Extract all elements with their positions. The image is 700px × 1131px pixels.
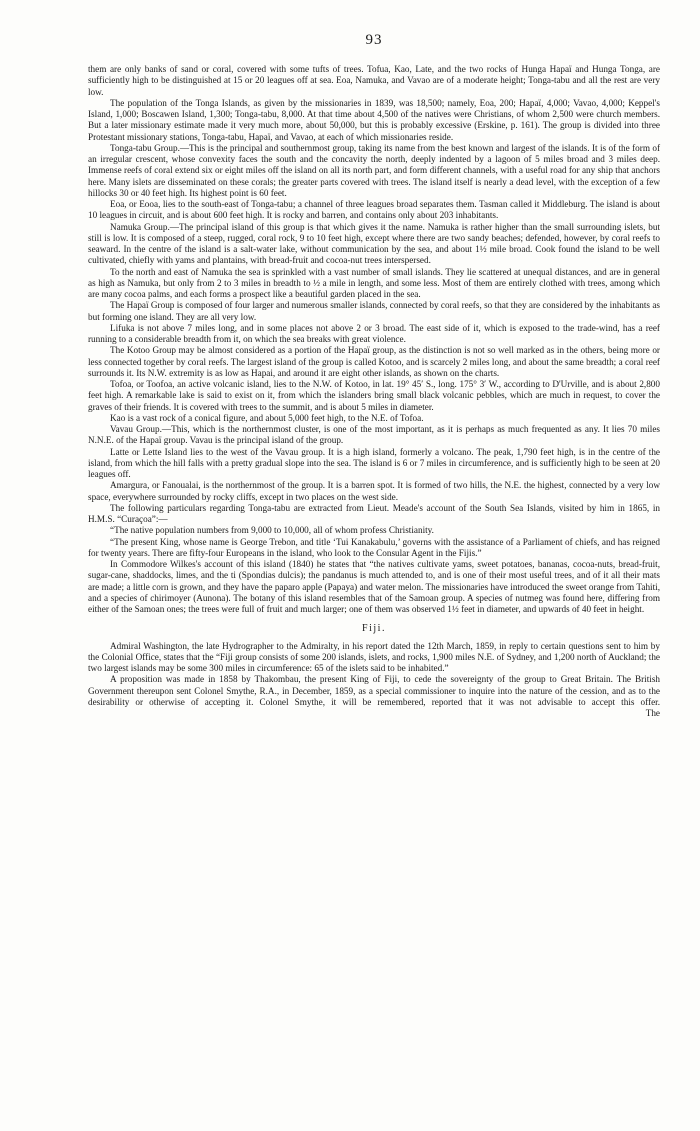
- body-text: [88, 64, 660, 708]
- paragraph-fiji-washington: Admiral Washington, the late Hydrographer to the Admiralty, in his report dated the 12th March, 1859, in reply to certain questions sent to him by the Colonial Office, states that the “Fiji group consists of some 200 islands, islets, and rocks, 1,900 miles N.E. of Sydney, and 1,200 north of Auckland; the two largest islands may be some 300 miles in circumference: 65 of the islets said to be inhabited.”: [88, 640, 660, 673]
- section-heading-fiji: Fiji.: [362, 623, 386, 635]
- paragraph-kotoo-group: The Kotoo Group may be almost considered as a portion of the Hapaï group, as the distinction is not so well marked as in the others, being more or less connected together by coral reefs. The largest island of the group is called Kotoo, and is scarcely 2 miles long, and about the same breadth; a coral reef surrounds it. Its N.W. extremity is as low as Hapai, and around it are eight other islands, as shown on the charts.: [88, 345, 660, 378]
- paragraph-population: The population of the Tonga Islands, as given by the missionaries in 1839, was 18,500; namely, Eoa, 200; Hapaï, 4,000; Vavao, 4,000; Keppel's Island, 1,000; Boscawen Island, 1,300; Tonga-tabu, 8,000. At that time about 4,500 of the natives were Christians, of whom 2,500 were church members. But a later missionary estimate made it very much more, about 50,000, but this is probably excessive (Erskine, p. 161). The group is divided into three Protestant missionary stations, Tonga-tabu, Hapaï, and Vavao, at each of which missionaries reside.: [88, 97, 660, 142]
- paragraph-lifuka: Lifuka is not above 7 miles long, and in some places not above 2 or 3 broad. The east side of it, which is exposed to the trade-wind, has a reef running to a considerable breadth from it, on which the sea breaks with great violence.: [88, 322, 660, 344]
- paragraph-kao: Kao is a vast rock of a conical figure, and about 5,000 feet high, to the N.E. of Tofoa.: [110, 412, 424, 423]
- paragraph-vavau-group: Vavau Group.—This, which is the northernmost cluster, is one of the most important, as it is perhaps as much frequented as any. It lies 70 miles N.N.E. of the Hapaï group. Vavau is the principal island of the group.: [88, 424, 660, 446]
- catchword: The: [645, 708, 660, 718]
- paragraph-tonga-tabu-group: Tonga-tabu Group.—This is the principal and southernmost group, taking its name from the best known and largest of the islands. It is of the form of an irregular crescent, whose convexity faces the south and the concavity the north, deeply indented by a lagoon of 5 miles broad and 3 miles deep. Immense reefs of coral extend six or eight miles off the island on all its north part, and form different channels, with a useful road for any ship that anchors here. Many islets are disseminated on these corals; the greater parts covered with trees. The island itself is nearly a dead level, with the exception of a few hillocks 30 or 40 feet high. Its highest point is 60 feet.: [88, 142, 660, 198]
- paragraph-amargura: Amargura, or Fanoualai, is the northernmost of the group. It is a barren spot. It is formed of two hills, the N.E. the highest, connected by a very low space, everywhere surrounded by rocky cliffs, except in two places on the west side.: [88, 480, 660, 502]
- paragraph-wilkes: In Commodore Wilkes's account of this island (1840) he states that “the natives cultivate yams, sweet potatoes, bananas, cocoa-nuts, bread-fruit, sugar-cane, shaddocks, limes, and the ti (Spondias dulcis); the pandanus is much attended to, and is one of their most useful trees, and of it all their mats are made; a little corn is grown, and they have the paparo apple (Papaya) and water melon. The missionaries have introduced the sweet orange from Tahiti, and a species of chirimoyer (Aunona). The botany of this island resembles that of the Samoan group. A species of nutmeg was found here, differing from either of the Samoan ones; the trees were full of fruit and much larger; one of them was observed 1½ feet in diameter, and upwards of 40 feet in height.: [88, 559, 660, 614]
- paragraph-namuka-group: Namuka Group.—The principal island of this group is that which gives it the name. Namuka is rather higher than the small surrounding islets, but still is low. It is composed of a steep, rugged, coral rock, 9 to 10 feet high, except where there are two sandy beaches; defended, however, by coral reefs to seaward. In the centre of the island is a salt-water lake, without communication by the sea, and about 1½ mile broad. Cook found the island to be well cultivated, chiefly with yams and plantains, with bread-fruit and cocoa-nut trees interspersed.: [88, 221, 660, 266]
- paragraph-meade-intro: The following particulars regarding Tonga-tabu are extracted from Lieut. Meade's account of the South Sea Islands, visited by him in 1865, in H.M.S. “Curaçoa”:—: [88, 502, 660, 524]
- paragraph-latte-island: Latte or Lette Island lies to the west of the Vavau group. It is a high island, formerly a volcano. The peak, 1,790 feet high, is in the centre of the island, from which the hill falls with a pretty gradual slope into the sea. The island is 6 or 7 miles in circumference, and is sufficiently high to be seen at 20 leagues off.: [88, 446, 660, 479]
- paragraph-tofoa: Tofoa, or Toofoa, an active volcanic island, lies to the N.W. of Kotoo, in lat. 19° 45′ S., long. 175° 3′ W., according to D'Urville, and is about 2,800 feet high. A remarkable lake is said to exist on it, from which the islanders bring small black volcanic pebbles, which are much in request, to cover the graves of their friends. It is covered with trees to the summit, and is about 5 miles in diameter.: [88, 379, 660, 412]
- paragraph-fiji-cession: A proposition was made in 1858 by Thakombau, the present King of Fiji, to cede the sovereignty of the group to Great Britain. The British Government thereupon sent Colonel Smythe, R.A., in December, 1859, as a special commissioner to inquire into the nature of the cession, and as to the desirability or otherwise of accepting it. Colonel Smythe, it will be remembered, reported that it was not advisable to accept this offer.: [88, 674, 660, 707]
- paragraph-eoa: Eoa, or Eooa, lies to the south-east of Tonga-tabu; a channel of three leagues broad separates them. Tasman called it Middleburg. The island is about 10 leagues in circuit, and is about 600 feet high. It is rocky and barren, and contains only about 203 inhabitants.: [88, 199, 660, 221]
- paragraph-meade-population: “The native population numbers from 9,000 to 10,000, all of whom profess Christianity.: [110, 525, 434, 536]
- page-number: 93: [365, 32, 383, 48]
- paragraph-hapai-group: The Hapaï Group is composed of four larger and numerous smaller islands, connected by coral reefs, so that they are considered by the inhabitants as but forming one island. They are all very low.: [88, 300, 660, 322]
- paragraph-meade-king: “The present King, whose name is George Trebon, and title ‘Tui Kanakabulu,’ governs with the assistance of a Parliament of chiefs, and has reigned for twenty years. There are fifty-four Europeans in the island, who look to the Consular Agent in the Fijis.”: [88, 536, 660, 558]
- paragraph-namuka-islands: To the north and east of Namuka the sea is sprinkled with a vast number of small islands. They lie scattered at unequal distances, and are in general as high as Namuka, but only from 2 to 3 miles in breadth to ½ a mile in length, and some less. Most of them are entirely clothed with trees, among which are many cocoa palms, and each forms a prospect like a beautiful garden placed in the sea.: [88, 266, 660, 299]
- paragraph-continuation: them are only banks of sand or coral, covered with some tufts of trees. Tofua, Kao, Late, and the two rocks of Hunga Hapaï and Hunga Tonga, are sufficiently high to be distinguished at 15 or 20 leagues off at sea. Eoa, Namuka, and Vavao are of a moderate height; Tonga-tabu and all the rest are very low.: [88, 64, 660, 97]
